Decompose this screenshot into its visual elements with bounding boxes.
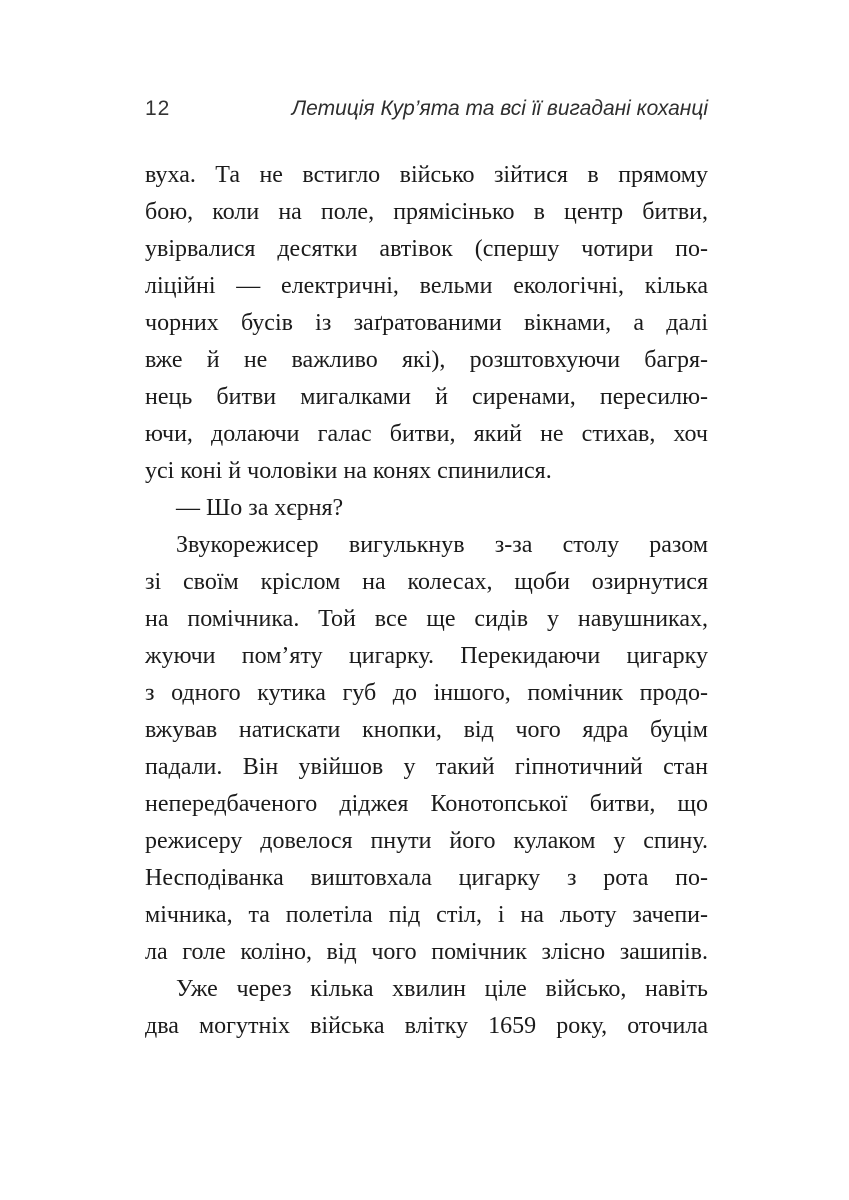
running-title: Летиція Кур’ята та всі її вигадані коханці	[291, 97, 708, 120]
text-line: ючи, долаючи галас битви, який не стихав, хоч	[145, 421, 708, 447]
text-line: чорних бусів із заґратованими вікнами, а далі	[145, 310, 708, 336]
text-line: Звукорежисер вигулькнув з-за столу разом	[176, 532, 708, 558]
text-line: з одного кутика губ до іншого, помічник продо-	[145, 680, 708, 706]
text-line: жуючи пом’яту цигарку. Перекидаючи цигарку	[145, 643, 708, 669]
text-line: вже й не важливо які), розштовхуючи багря-	[145, 347, 708, 373]
text-line: бою, коли на поле, прямісінько в центр битви,	[145, 199, 708, 225]
text-line: увірвалися десятки автівок (спершу чотири по-	[145, 236, 708, 262]
text-line: вуха. Та не встигло військо зійтися в прямому	[145, 162, 708, 188]
text-line: нець битви мигалками й сиренами, пересилю-	[145, 384, 708, 410]
page-number: 12	[145, 97, 171, 120]
text-line: Уже через кілька хвилин ціле військо, навіть	[176, 976, 708, 1002]
text-line: на помічника. Той все ще сидів у навушниках,	[145, 606, 708, 632]
text-line: зі своїм кріслом на колесах, щоби озирнутися	[145, 569, 708, 595]
text-line: — Шо за хєрня?	[176, 495, 344, 521]
text-line: ліційні — електричні, вельми екологічні, кілька	[145, 273, 708, 299]
text-line: усі коні й чоловіки на конях спинилися.	[145, 458, 552, 484]
page-body	[145, 157, 708, 1045]
text-line: Несподіванка виштовхала цигарку з рота по-	[145, 865, 708, 891]
text-line: мічника, та полетіла під стіл, і на льоту зачепи-	[145, 902, 708, 928]
text-line: вжував натискати кнопки, від чого ядра буцім	[145, 717, 708, 743]
text-line: ла голе коліно, від чого помічник злісно зашипів.	[145, 939, 708, 965]
text-line: два могутніх війська влітку 1659 року, оточила	[145, 1013, 708, 1039]
text-line: режисеру довелося пнути його кулаком у спину.	[145, 828, 708, 854]
text-line: непередбаченого діджея Конотопської битви, що	[145, 791, 708, 817]
running-head	[145, 97, 708, 121]
text-line: падали. Він увійшов у такий гіпнотичний стан	[145, 754, 708, 780]
